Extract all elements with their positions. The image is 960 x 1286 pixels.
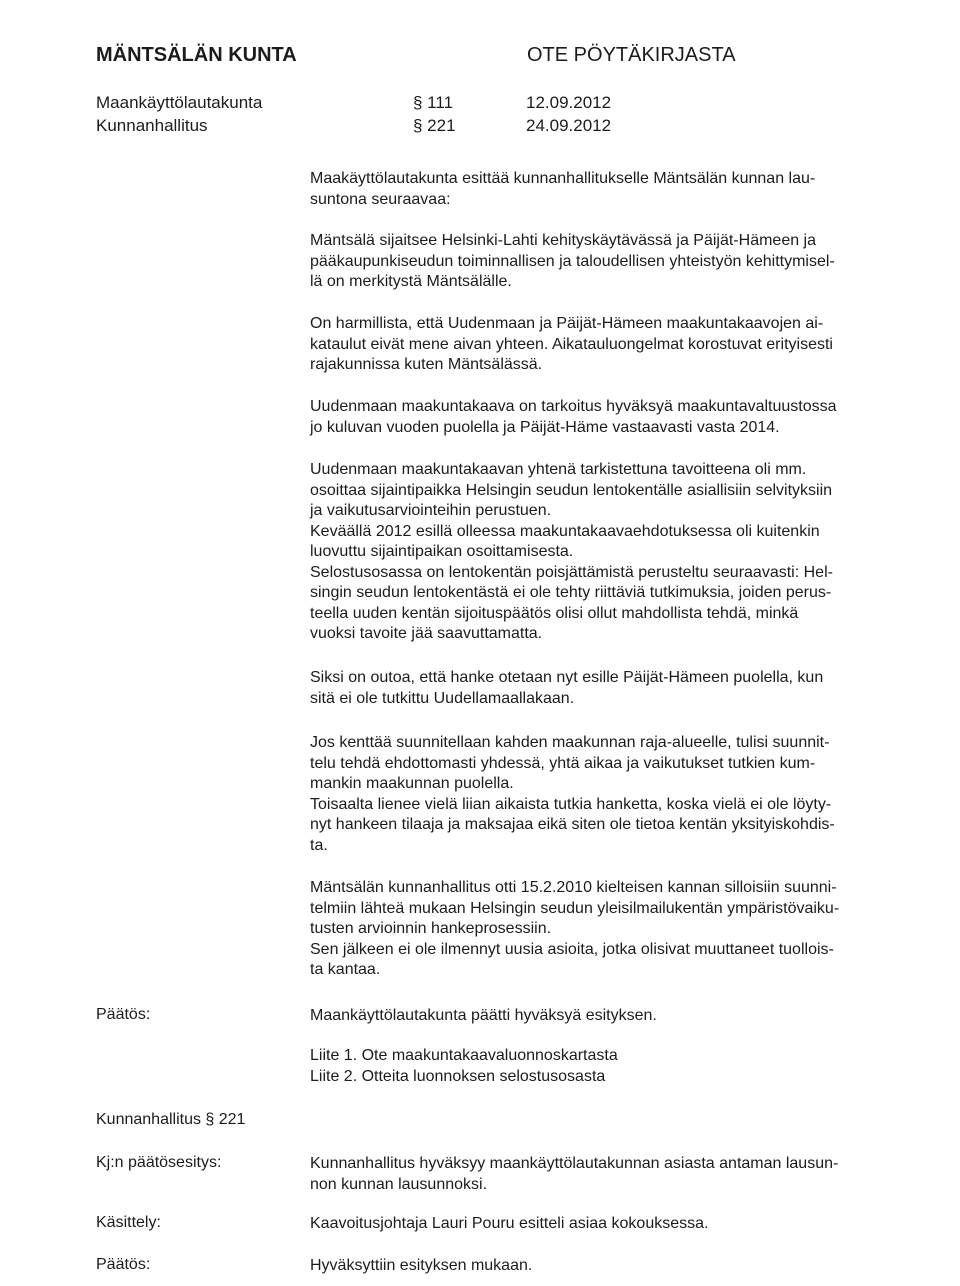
attachments-list (310, 1046, 920, 1087)
proposal-paragraph-4: Uudenmaan maakuntakaava on tarkoitus hyväksyä maakuntavaltuustossa jo kuluvan vuoden puolella ja Päijät-Häme vastaavasti vasta 2014. (310, 398, 837, 436)
meta-date-2: 24.09.2012 (526, 116, 612, 135)
organization-name: MÄNTSÄLÄN KUNTA (96, 44, 297, 66)
proposal-paragraph-6: Siksi on outoa, että hanke otetaan nyt esille Päijät-Hämeen puolella, kun sitä ei ole tutkittu Uudellamaallakaan. (310, 669, 824, 707)
meta-section-1: § 111 (413, 93, 454, 112)
proposal-text: Kunnanhallitus hyväksyy maankäyttölautakunnan asiasta antaman lausun- non kunnan lausunnoksi. (310, 1155, 839, 1193)
meta-body-1: Maankäyttölautakunta (96, 93, 263, 112)
decision-text: Maankäyttölautakunta päätti hyväksyä esityksen. (310, 1007, 657, 1024)
final-decision-label: Päätös: (96, 1256, 151, 1273)
board-section-heading: Kunnanhallitus § 221 (96, 1111, 246, 1128)
handling-label: Käsittely: (96, 1214, 161, 1231)
attachment-item: Liite 2. Otteita luonnoksen selostusosasta (310, 1067, 606, 1085)
decision-label: Päätös: (96, 1006, 151, 1023)
meta-body-2: Kunnanhallitus (96, 116, 208, 135)
document-type: OTE PÖYTÄKIRJASTA (527, 44, 736, 66)
proposal-paragraph-1: Maakäyttölautakunta esittää kunnanhallitukselle Mäntsälän kunnan lau- suntona seuraavaa: (310, 170, 816, 208)
proposal-paragraph-2: Mäntsälä sijaitsee Helsinki-Lahti kehityskäytävässä ja Päijät-Hämeen ja pääkaupunkiseudun toiminnallisen ja taloudellisen yhteistyön kehittymisel- lä on merkitystä Mäntsälälle. (310, 232, 835, 290)
proposal-paragraph-3: On harmillista, että Uudenmaan ja Päijät-Hämeen maakuntakaavojen ai- kataulut eivät mene aivan yhteen. Aikatauluongelmat korostuvat erityisesti rajakunnissa kuten Mäntsälässä. (310, 315, 833, 373)
proposal-paragraph-5: Uudenmaan maakuntakaavan yhtenä tarkistettuna tavoitteena oli mm. osoittaa sijaintipaikka Helsingin seudun lentokentälle asiallisiin selvityksiin ja vaikutusarviointeihin perustuen. Keväällä 2012 esillä olleessa maakuntakaavaehdotuksessa oli kuitenkin luovuttu sijaintipaikan osoittamisesta. Selostusosassa on lentokentän poisjättämistä perusteltu seuraavasti: Hel- singin seudun lentokentästä ei ole tehty riittäviä tutkimuksia, joiden perus- teella uuden kentän sijoituspäätös olisi ollut mahdollista tehdä, minkä vuoksi tavoite jää saavuttamatta. (310, 461, 833, 642)
meta-section-2: § 221 (413, 116, 456, 135)
proposal-paragraph-7: Jos kenttää suunnitellaan kahden maakunnan raja-alueelle, tulisi suunnit- telu tehdä ehdottomasti yhdessä, yhtä aikaa ja vaikutukset tutkien kum- mankin maakunnan puolella. Toisaalta lienee vielä liian aikaista tutkia hanketta, koska vielä ei ole löyty- nyt hankeen tilaaja ja maksajaa eikä siten ole tietoa kentän yksityiskohdis- ta. (310, 734, 835, 854)
meta-date-1: 12.09.2012 (526, 93, 612, 112)
attachment-item: Liite 1. Ote maakuntakaavaluonnoskartasta (310, 1047, 618, 1064)
handling-text: Kaavoitusjohtaja Lauri Pouru esitteli asiaa kokouksessa. (310, 1215, 709, 1232)
final-decision-text: Hyväksyttiin esityksen mukaan. (310, 1257, 533, 1274)
proposal-label: Kj:n päätösesitys: (96, 1154, 222, 1171)
proposal-paragraph-8: Mäntsälän kunnanhallitus otti 15.2.2010 kielteisen kannan silloisiin suunni- telmiin lähteä mukaan Helsingin seudun yleisilmailukentän ympäristövaiku- tusten arvioinnin hankeprosessiin. Sen jälkeen ei ole ilmennyt uusia asioita, jotka olisivat muuttaneet tuollois- ta kantaa. (310, 879, 840, 978)
